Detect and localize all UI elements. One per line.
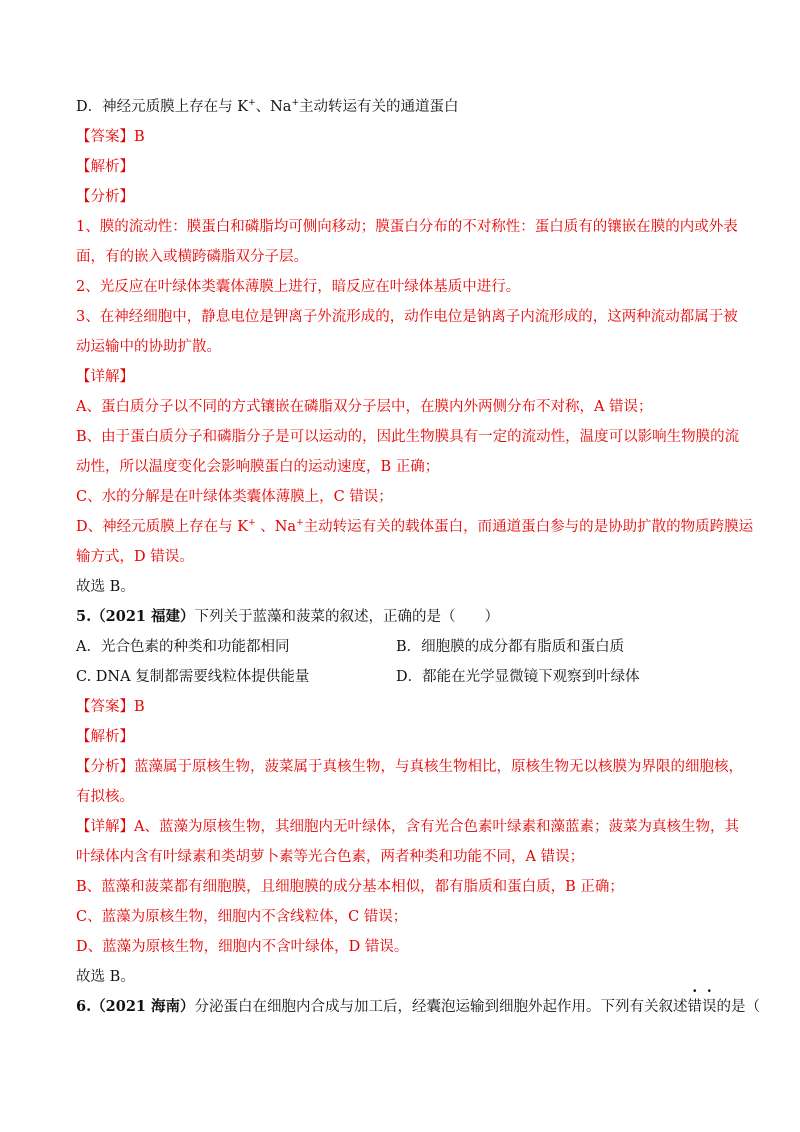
q5-option-b: B．细胞膜的成分都有脂质和蛋白质 [396, 639, 625, 655]
q4-xiangjie-heading: 【详解】 [76, 369, 134, 385]
q4-answer: 【答案】B [76, 129, 145, 145]
q4-xiangjie-line: B、由于蛋白质分子和磷脂分子是可以运动的，因此生物膜具有一定的流动性，温度可以影响生物膜的流 [76, 429, 740, 445]
q4-fenxi-heading: 【分析】 [76, 189, 134, 205]
q4-xiangjie-line: 输方式，D 错误。 [76, 549, 194, 565]
q5-xiangjie-line: 叶绿体内含有叶绿素和类胡萝卜素等光合色素，两者种类和功能不同，A 错误； [76, 849, 585, 865]
document-page [76, 92, 761, 1022]
q4-fenxi-line: 动运输中的协助扩散。 [76, 339, 221, 355]
q5-fenxi-line: 有拟核。 [76, 789, 134, 805]
q5-xiangjie-line: C、蓝藻为原核生物，细胞内不含线粒体，C 错误； [76, 909, 408, 925]
q5-options-row [76, 662, 736, 692]
q5-fenxi-line: 【分析】蓝藻属于原核生物，菠菜属于真核生物，与真核生物相比，原核生物无以核膜为界限的细胞核， [76, 759, 743, 775]
q4-fenxi-line: 3、在神经细胞中，静息电位是钾离子外流形成的，动作电位是钠离子内流形成的，这两种流动都属于被 [76, 309, 738, 325]
q4-xiangjie-line: C、水的分解是在叶绿体类囊体薄膜上，C 错误； [76, 489, 393, 505]
q5-number: 5.（2021 福建） [76, 608, 195, 625]
q5-xiangjie-line: 【详解】A、蓝藻为原核生物，其细胞内无叶绿体，含有光合色素叶绿素和藻蓝素；菠菜为真核生物，其 [76, 819, 739, 835]
q5-stem: 5.（2021 福建）下列关于蓝藻和菠菜的叙述，正确的是（ ） [76, 608, 500, 625]
q5-xiangjie-line: D、蓝藻为原核生物，细胞内不含叶绿体，D 错误。 [76, 939, 409, 955]
q6-number: 6.（2021 海南） [76, 998, 195, 1015]
q6-stem: 6.（2021 海南）分泌蛋白在细胞内合成与加工后，经囊泡运输到细胞外起作用。下列有关叙述错误的是（ [76, 998, 761, 1015]
q5-options-row [76, 632, 736, 662]
emphasis-mark: 误 [702, 999, 717, 1015]
q4-conclusion: 故选 B。 [76, 579, 135, 595]
q5-option-c: C. DNA 复制都需要线粒体提供能量 [76, 669, 310, 685]
q5-analysis-heading: 【解析】 [76, 729, 134, 745]
q4-fenxi-line: 1、膜的流动性：膜蛋白和磷脂均可侧向移动；膜蛋白分布的不对称性：蛋白质有的镶嵌在膜的内或外表 [76, 219, 738, 235]
q4-fenxi-line: 面，有的嵌入或横跨磷脂双分子层。 [76, 249, 308, 265]
q4-fenxi-line: 2、光反应在叶绿体类囊体薄膜上进行，暗反应在叶绿体基质中进行。 [76, 279, 521, 295]
q5-option-a: A．光合色素的种类和功能都相同 [76, 639, 290, 655]
q4-xiangjie-d: D、神经元质膜上存在与 K+ 、Na+主动转运有关的载体蛋白，而通道蛋白参与的是协助扩散的物质跨膜运 [76, 518, 754, 535]
q4-xiangjie-line: 动性，所以温度变化会影响膜蛋白的运动速度，B 正确； [76, 459, 440, 475]
q4-analysis-heading: 【解析】 [76, 159, 134, 175]
q5-conclusion: 故选 B。 [76, 969, 135, 985]
emphasis-mark: 错 [687, 999, 703, 1015]
q5-answer: 【答案】B [76, 699, 145, 715]
q4-xiangjie-line: A、蛋白质分子以不同的方式镶嵌在磷脂双分子层中，在膜内外两侧分布不对称，A 错误； [76, 399, 653, 415]
q4-option-d: D．神经元质膜上存在与 K+、Na+主动转运有关的通道蛋白 [76, 98, 459, 115]
q5-option-d: D．都能在光学显微镜下观察到叶绿体 [396, 669, 640, 685]
q5-xiangjie-line: B、蓝藻和菠菜都有细胞膜，且细胞膜的成分基本相似，都有脂质和蛋白质，B 正确； [76, 879, 624, 895]
